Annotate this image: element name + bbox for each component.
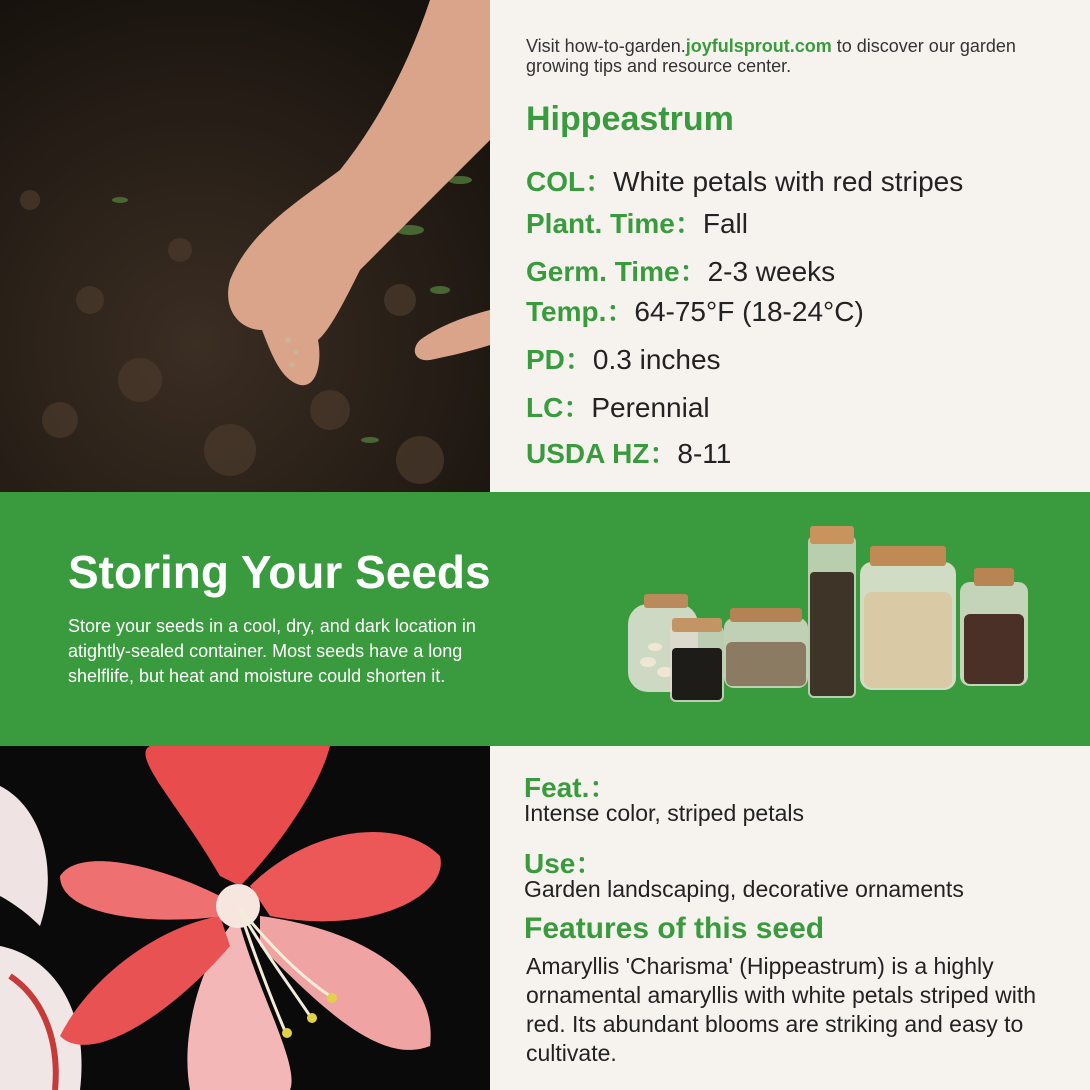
spec-usda-zone xyxy=(526,432,731,472)
spec-plant-time xyxy=(526,202,748,242)
website-link[interactable]: joyfulsprout.com xyxy=(685,36,832,56)
use-value: Garden landscaping, decorative ornaments xyxy=(524,876,964,902)
spec-usda-zone-key: USDA HZ： xyxy=(526,438,678,469)
spec-plant-time-key: Plant. Time： xyxy=(526,208,703,239)
seed-jars-illustration xyxy=(620,522,1060,722)
spec-planting-depth xyxy=(526,338,721,378)
soil-sowing-photo xyxy=(0,0,490,492)
spec-life-cycle-key: LC： xyxy=(526,392,592,423)
visit-suffix: to discover our garden growing tips and resource center. xyxy=(526,36,1016,76)
soil-sowing-illustration xyxy=(0,0,490,492)
spec-color-key: COL： xyxy=(526,166,614,197)
spec-planting-depth-value: 0.3 inches xyxy=(592,344,721,375)
spec-germ-time-key: Germ. Time： xyxy=(526,256,708,287)
spec-germ-time-value: 2-3 weeks xyxy=(707,256,836,287)
spec-planting-depth-key: PD： xyxy=(526,344,593,375)
use-label: Use： xyxy=(524,848,604,879)
banner-title: Storing Your Seeds xyxy=(68,546,491,598)
seed-description: Amaryllis 'Charisma' (Hippeastrum) is a highly ornamental amaryllis with white petals striped with red. Its abundant blooms are striking and easy to cultivate. xyxy=(526,953,1037,1066)
banner-text: Store your seeds in a cool, dry, and dark location in atightly-sealed container. Most seeds have a long shelflife, but heat and moisture could shorten it. xyxy=(68,616,476,686)
amaryllis-flower-illustration xyxy=(0,746,490,1090)
features-title: Features of this seed xyxy=(524,912,825,945)
spec-plant-time-value: Fall xyxy=(702,208,748,239)
spec-temperature-value: 64-75°F (18-24°C) xyxy=(634,296,864,327)
spec-germ-time xyxy=(526,250,835,290)
spec-color xyxy=(526,160,963,200)
spec-temperature xyxy=(526,290,864,330)
spec-color-value: White petals with red stripes xyxy=(613,166,964,197)
amaryllis-flower-photo xyxy=(0,746,490,1090)
product-title: Hippeastrum xyxy=(526,100,734,138)
spec-usda-zone-value: 8-11 xyxy=(677,438,732,469)
feat-label: Feat.： xyxy=(524,772,618,803)
feat-value: Intense color, striped petals xyxy=(524,800,804,826)
spec-temperature-key: Temp.： xyxy=(526,296,635,327)
visit-website-text xyxy=(526,36,1046,76)
spec-life-cycle xyxy=(526,386,710,426)
visit-prefix: Visit how-to-garden. xyxy=(526,36,686,56)
spec-life-cycle-value: Perennial xyxy=(591,392,710,423)
